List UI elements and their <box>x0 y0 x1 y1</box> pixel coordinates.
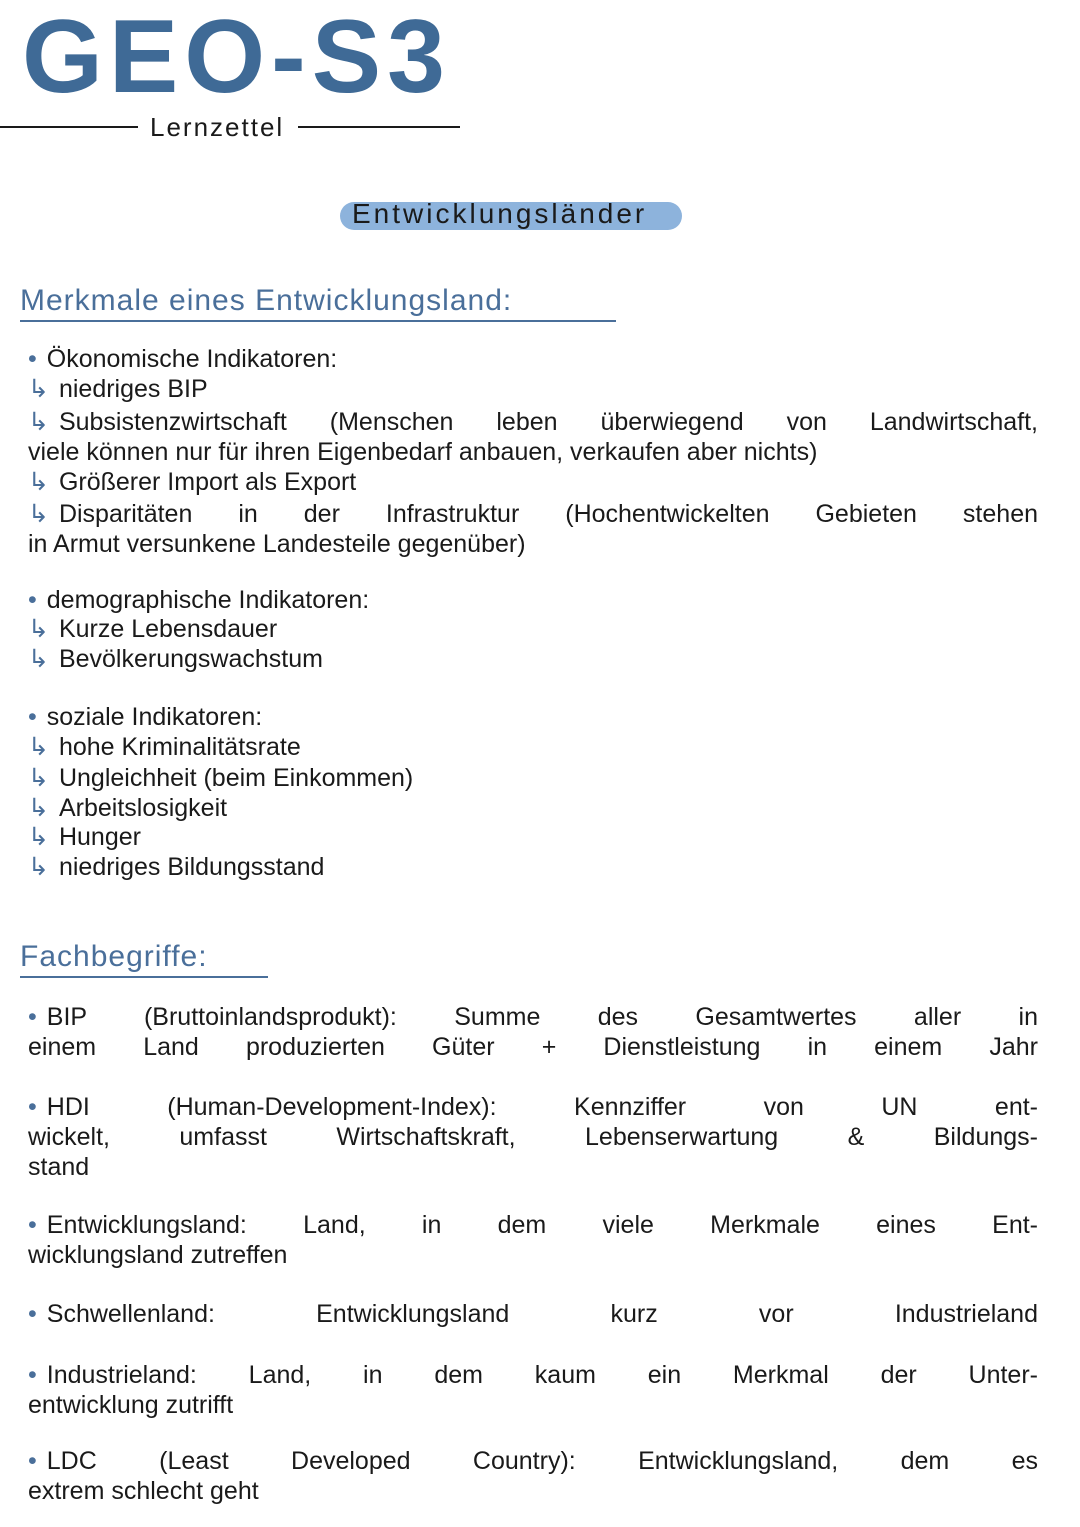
bullet-icon: • <box>28 586 37 614</box>
note-line <box>28 1003 1038 1031</box>
note-line <box>28 794 227 822</box>
note-text: Hunger <box>58 823 141 851</box>
bullet-icon: • <box>28 703 37 731</box>
bullet-icon: • <box>28 1361 37 1389</box>
page-title: GEO-S3 <box>22 0 451 115</box>
arrow-icon: ↳ <box>28 794 49 822</box>
note-line <box>28 1153 89 1181</box>
note-line <box>28 1241 287 1269</box>
note-text: wicklungsland zutreffen <box>28 1241 288 1269</box>
note-line <box>28 1211 1038 1239</box>
note-line <box>28 468 356 496</box>
section-heading-merkmale: Merkmale eines Entwicklungsland: <box>20 284 616 322</box>
arrow-icon: ↳ <box>28 500 49 528</box>
note-line <box>28 375 208 403</box>
note-line <box>28 703 262 731</box>
note-line <box>28 1033 1038 1061</box>
note-text: demographische Indikatoren: <box>46 586 370 614</box>
note-line <box>28 438 817 466</box>
note-line <box>28 586 369 614</box>
note-text: stand <box>28 1153 90 1181</box>
note-text: BIP (Bruttoinlandsprodukt): Summe des Gesamtwertes aller in <box>46 1003 1038 1031</box>
bullet-icon: • <box>28 1093 37 1121</box>
divider <box>298 126 460 128</box>
note-text: Arbeitslosigkeit <box>58 794 228 822</box>
bullet-icon: • <box>28 1211 37 1239</box>
note-text: wickelt, umfasst Wirtschaftskraft, Lebenserwartung & Bildungs- <box>28 1123 1038 1151</box>
note-line <box>28 615 277 643</box>
bullet-icon: • <box>28 1300 37 1328</box>
arrow-icon: ↳ <box>28 468 49 496</box>
note-line <box>28 1300 1038 1328</box>
note-line <box>28 345 337 373</box>
arrow-icon: ↳ <box>28 408 49 436</box>
note-line <box>28 530 526 558</box>
note-text: hohe Kriminalitätsrate <box>58 733 301 761</box>
topic-title: Entwicklungsländer <box>352 198 648 229</box>
note-line <box>28 1477 259 1505</box>
note-text: Kurze Lebensdauer <box>58 615 278 643</box>
note-text: Entwicklungsland: Land, in dem viele Merkmale eines Ent- <box>46 1211 1038 1239</box>
note-line <box>28 853 324 881</box>
note-line <box>28 645 323 673</box>
note-text: in Armut versunkene Landesteile gegenüber) <box>28 530 526 558</box>
note-line <box>28 1093 1038 1121</box>
section-heading-fachbegriffe: Fachbegriffe: <box>20 940 268 978</box>
note-text: HDI (Human-Development-Index): Kennziffer von UN ent- <box>46 1093 1038 1121</box>
note-line <box>28 500 1038 528</box>
arrow-icon: ↳ <box>28 733 49 761</box>
note-text: Ungleichheit (beim Einkommen) <box>58 764 414 792</box>
divider <box>0 126 138 128</box>
note-text: Schwellenland: Entwicklungsland kurz vor Industrieland <box>46 1300 1038 1328</box>
arrow-icon: ↳ <box>28 853 49 881</box>
note-text: entwicklung zutrifft <box>28 1391 234 1419</box>
bullet-icon: • <box>28 345 37 373</box>
note-text: Bevölkerungswachstum <box>58 645 323 673</box>
arrow-icon: ↳ <box>28 764 49 792</box>
note-line <box>28 1123 1038 1151</box>
note-line <box>28 1447 1038 1475</box>
arrow-icon: ↳ <box>28 645 49 673</box>
note-text: niedriges BIP <box>58 375 208 403</box>
note-line <box>28 1361 1038 1389</box>
note-line <box>28 823 141 851</box>
note-line <box>28 733 301 761</box>
note-line <box>28 1391 233 1419</box>
bullet-icon: • <box>28 1003 37 1031</box>
note-text: Subsistenzwirtschaft (Menschen leben überwiegend von Landwirtschaft, <box>58 408 1038 436</box>
arrow-icon: ↳ <box>28 375 49 403</box>
note-text: Industrieland: Land, in dem kaum ein Merkmal der Unter- <box>46 1361 1038 1389</box>
note-text: Größerer Import als Export <box>58 468 357 496</box>
note-line <box>28 764 413 792</box>
note-text: LDC (Least Developed Country): Entwicklungsland, dem es <box>46 1447 1038 1475</box>
note-text: Disparitäten in der Infrastruktur (Hochentwickelten Gebieten stehen <box>58 500 1038 528</box>
arrow-icon: ↳ <box>28 823 49 851</box>
note-text: niedriges Bildungsstand <box>58 853 325 881</box>
note-text: Ökonomische Indikatoren: <box>46 345 338 373</box>
bullet-icon: • <box>28 1447 37 1475</box>
note-line <box>28 408 1038 436</box>
note-text: extrem schlecht geht <box>28 1477 259 1505</box>
subtitle: Lernzettel <box>150 112 285 142</box>
arrow-icon: ↳ <box>28 615 49 643</box>
note-text: viele können nur für ihren Eigenbedarf anbauen, verkaufen aber nichts) <box>28 438 818 466</box>
note-text: einem Land produzierten Güter + Dienstleistung in einem Jahr <box>28 1033 1038 1061</box>
note-text: soziale Indikatoren: <box>46 703 263 731</box>
